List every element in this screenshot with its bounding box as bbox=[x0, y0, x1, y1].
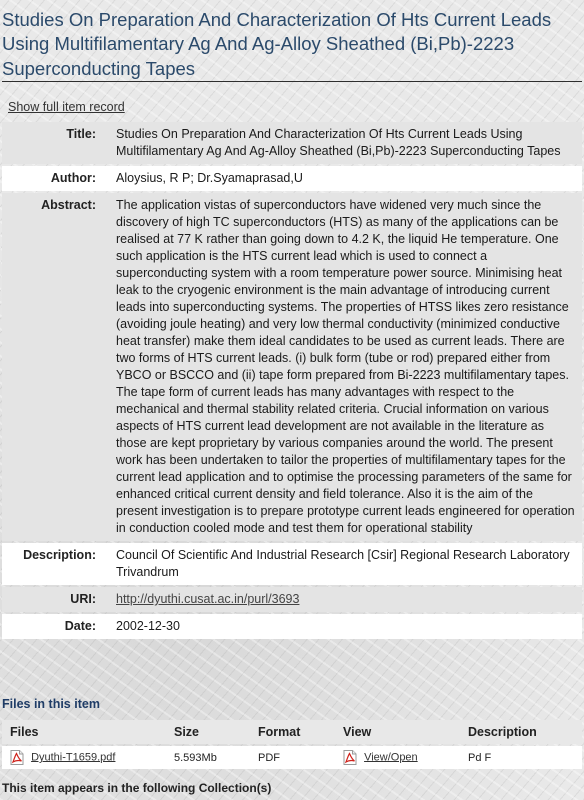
title-label: Title: bbox=[2, 122, 110, 164]
title-divider bbox=[2, 81, 582, 82]
file-row bbox=[2, 746, 582, 769]
metadata-row-abstract bbox=[2, 193, 582, 541]
abstract-label: Abstract: bbox=[2, 193, 110, 541]
file-description: Pd F bbox=[460, 746, 582, 769]
description-label: Description: bbox=[2, 543, 110, 585]
collections-heading: This item appears in the following Collection(s) bbox=[2, 781, 272, 795]
page-title: Studies On Preparation And Characterization Of Hts Current Leads Using Multifilamentary Ag And Ag-Alloy Sheathed (Bi,Pb)-2223 Superconducting Tapes bbox=[2, 9, 552, 79]
file-cell bbox=[2, 746, 166, 769]
metadata-row-description bbox=[2, 543, 582, 585]
uri-link[interactable]: http://dyuthi.cusat.ac.in/purl/3693 bbox=[116, 592, 300, 606]
files-col-header: Files bbox=[2, 720, 166, 744]
show-full-record-link[interactable]: Show full item record bbox=[8, 100, 125, 114]
file-format: PDF bbox=[250, 746, 335, 769]
metadata-row-title bbox=[2, 122, 582, 164]
view-col-header: View bbox=[335, 720, 460, 744]
files-header-row bbox=[2, 720, 582, 744]
view-open-link[interactable]: View/Open bbox=[364, 751, 418, 764]
uri-label: URI: bbox=[2, 587, 110, 612]
file-size: 5.593Mb bbox=[166, 746, 250, 769]
pdf-icon bbox=[10, 750, 24, 765]
description-value: Council Of Scientific And Industrial Research [Csir] Regional Research Laboratory Trivandrum bbox=[110, 543, 582, 585]
title-value: Studies On Preparation And Characterization Of Hts Current Leads Using Multifilamentary Ag And Ag-Alloy Sheathed (Bi,Pb)-2223 Superconducting Tapes bbox=[110, 122, 582, 164]
description-col-header: Description bbox=[460, 720, 582, 744]
pdf-icon bbox=[343, 750, 357, 765]
file-name-link[interactable]: Dyuthi-T1659.pdf bbox=[31, 751, 116, 764]
author-value: Aloysius, R P; Dr.Syamaprasad,U bbox=[110, 166, 582, 191]
metadata-row-uri bbox=[2, 587, 582, 612]
files-heading: Files in this item bbox=[2, 697, 100, 711]
files-table bbox=[2, 718, 582, 771]
metadata-table bbox=[2, 120, 582, 641]
view-cell bbox=[335, 746, 460, 769]
format-col-header: Format bbox=[250, 720, 335, 744]
date-label: Date: bbox=[2, 614, 110, 639]
metadata-row-author bbox=[2, 166, 582, 191]
author-label: Author: bbox=[2, 166, 110, 191]
size-col-header: Size bbox=[166, 720, 250, 744]
abstract-value: The application vistas of superconductors have widened very much since the discovery of high TC superconductors (HTS) as many of the applications can be realised at 77 K rather than going down to 4.2 K, the liquid He temperature. One such application is the HTS current lead which is used to connect a superconducting system with a room temperature power source. Minimising heat leak to the cryogenic environment is the main advantage of introducing current leads into superconducting systems. The properties of HTSS likes zero resistance (avoiding joule heating) and very low thermal conductivity (minimized conductive heat transfer) make them ideal candidates to be used as current leads. There are two forms of HTS current leads. (i) bulk form (tube or rod) prepared either from YBCO or BSCCO and (ii) tape form prepared from Bi-2223 multifilamentary tapes. The tape form of current leads has many advantages with respect to the mechanical and thermal stability related criteria. Crucial information on various aspects of HTS current lead development are not available in the literature as those are kept proprietary by various companies around the world. The present work has been undertaken to tailor the properties of multifilamentary tapes for the current lead application and to optimise the processing parameters of the same for enhanced critical current density and field tolerance. Also it is the aim of the present investigation is to prepare prototype current leads engineered for operation in conduction cooled mode and test them for operational stability bbox=[110, 193, 582, 541]
uri-cell bbox=[110, 587, 582, 612]
date-value: 2002-12-30 bbox=[110, 614, 582, 639]
metadata-row-date bbox=[2, 614, 582, 639]
